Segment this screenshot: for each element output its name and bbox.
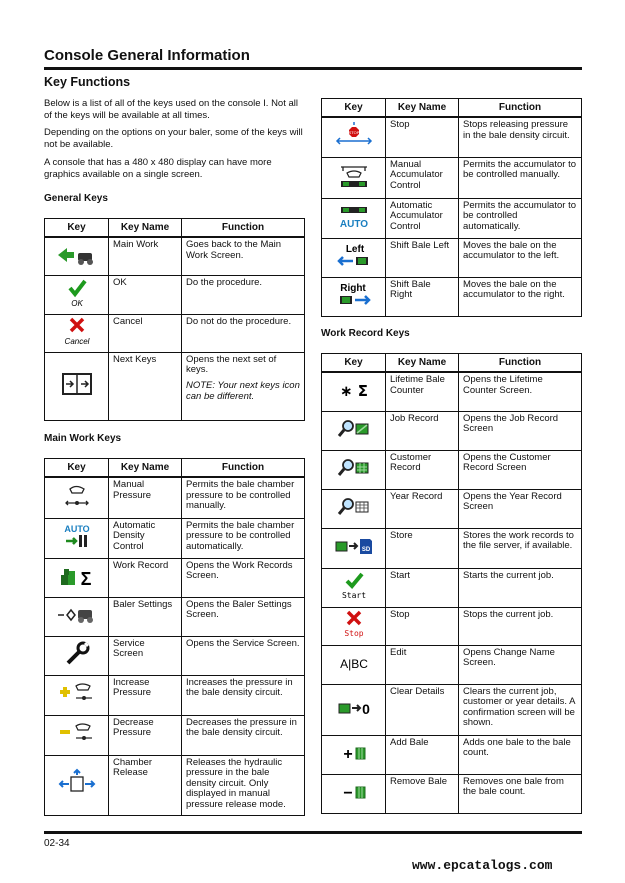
table-row [322, 774, 582, 813]
key-function: Moves the bale on the accumulator to the right. [459, 277, 582, 316]
increase-pressure-icon [54, 678, 100, 708]
table-row [45, 477, 305, 518]
col-key-name: Key Name [386, 99, 459, 118]
shift-left-icon [331, 241, 377, 271]
key-function: Decreases the pressure in the bale density circuit. [182, 715, 305, 755]
table-row [45, 636, 305, 675]
table-row [322, 450, 582, 489]
col-key-name: Key Name [109, 459, 182, 478]
key-function: Permits the accumulator to be controlled automatically. [459, 198, 582, 238]
key-name: Next Keys [109, 352, 182, 420]
key-name: Stop [386, 607, 459, 645]
stop-release-icon [331, 121, 377, 151]
table-row [45, 275, 305, 314]
note-prefix: NOTE: [186, 379, 216, 391]
intro-paragraph-2: Depending on the options on your baler, some of the keys will not be available. [44, 127, 303, 150]
work-record-keys-heading: Work Record Keys [321, 328, 410, 339]
key-name: Manual Pressure [109, 477, 182, 518]
start-icon-label: Start [341, 590, 366, 600]
decrease-pressure-icon [54, 718, 100, 748]
page-number: 02-34 [44, 838, 70, 849]
table-row [45, 675, 305, 715]
chamber-release-icon [54, 768, 100, 798]
add-bale-icon [331, 738, 377, 768]
intro-paragraph-3: A console that has a 480 x 480 display can have more graphics available on a single screen. [44, 157, 272, 180]
key-function: Opens the Service Screen. [182, 636, 305, 675]
note [186, 380, 300, 402]
next-keys-icon [54, 369, 100, 399]
table-row [322, 157, 582, 198]
footer-rule [44, 831, 582, 834]
key-name: Start [386, 568, 459, 607]
key-function: Opens the Job Record Screen [459, 411, 582, 450]
key-function: Opens the Work Records Screen. [182, 558, 305, 597]
table-row [45, 237, 305, 275]
col-function: Function [182, 459, 305, 478]
key-function: Opens the Baler Settings Screen. [182, 597, 305, 636]
work-record-icon [54, 561, 100, 591]
shift-left-icon-label: Left [345, 243, 364, 255]
key-name: Remove Bale [386, 774, 459, 813]
baler-settings-icon [54, 600, 100, 630]
key-function: Stops the current job. [459, 607, 582, 645]
col-function: Function [459, 354, 582, 373]
stop-icon-label: Stop [343, 629, 364, 639]
table-row [322, 117, 582, 157]
job-record-icon [331, 414, 377, 444]
key-function: Starts the current job. [459, 568, 582, 607]
key-function: Goes back to the Main Work Screen. [182, 237, 305, 275]
key-function: Increases the pressure in the bale density circuit. [182, 675, 305, 715]
edit-icon-label: A|BC [339, 656, 368, 671]
key-name: Service Screen [109, 636, 182, 675]
lifetime-counter-icon-label: ∗ Σ [339, 382, 368, 400]
key-name: Store [386, 528, 459, 568]
work-record-keys-table [321, 353, 582, 814]
table-row [45, 755, 305, 815]
shift-right-icon [331, 280, 377, 310]
general-keys-table [44, 218, 305, 421]
key-name: Add Bale [386, 735, 459, 774]
col-key: Key [45, 219, 109, 238]
key-name: Automatic Accumulator Control [386, 198, 459, 238]
key-name: Cancel [109, 314, 182, 352]
stop-icon [331, 609, 377, 639]
manual-pressure-icon [54, 481, 100, 511]
ok-icon-label: OK [70, 298, 83, 308]
key-function: Do the procedure. [182, 275, 305, 314]
key-function: Releases the hydraulic pressure in the bale density circuit. Only displayed in manual pressure release mode. [182, 755, 305, 815]
key-function: Permits the bale chamber pressure to be controlled manually. [182, 477, 305, 518]
manual-accumulator-icon [331, 161, 377, 191]
col-function: Function [182, 219, 305, 238]
clear-details-icon [331, 693, 377, 723]
year-record-icon [331, 492, 377, 522]
key-name: Stop [386, 117, 459, 157]
table-row [45, 518, 305, 558]
edit-icon [331, 648, 377, 678]
col-function: Function [459, 99, 582, 118]
key-name: Chamber Release [109, 755, 182, 815]
key-name: Edit [386, 645, 459, 684]
table-row [45, 314, 305, 352]
key-function: Clears the current job, customer or year details. A confirmation screen will be shown. [459, 684, 582, 735]
add-bale-icon-label: + [342, 745, 353, 763]
table-row [45, 558, 305, 597]
key-name: Job Record [386, 411, 459, 450]
key-function: Do not do the procedure. [182, 314, 305, 352]
table-row [45, 352, 305, 420]
key-name: OK [109, 275, 182, 314]
key-name: Lifetime Bale Counter [386, 372, 459, 411]
start-icon [331, 571, 377, 601]
main-work-keys-heading: Main Work Keys [44, 433, 122, 444]
key-name: Year Record [386, 489, 459, 528]
table-row [322, 607, 582, 645]
customer-record-icon [331, 453, 377, 483]
store-icon [331, 531, 377, 561]
key-function: Moves the bale on the accumulator to the left. [459, 238, 582, 277]
key-name: Customer Record [386, 450, 459, 489]
shift-right-icon-label: Right [339, 282, 366, 294]
table-row [322, 735, 582, 774]
key-function [182, 352, 305, 420]
table-row [322, 372, 582, 411]
remove-bale-icon-label: − [342, 784, 353, 802]
page-title: Console General Information [44, 47, 250, 64]
table-row [322, 238, 582, 277]
key-name: Decrease Pressure [109, 715, 182, 755]
cancel-icon [54, 316, 100, 346]
key-name: Increase Pressure [109, 675, 182, 715]
table-row [322, 684, 582, 735]
table-row [322, 489, 582, 528]
table-row [322, 411, 582, 450]
title-rule [44, 67, 582, 70]
table-row [322, 645, 582, 684]
table-row [45, 597, 305, 636]
col-key-name: Key Name [386, 354, 459, 373]
clear-details-icon-label: 0 [361, 700, 370, 717]
table-row [322, 198, 582, 238]
col-key: Key [322, 354, 386, 373]
note-text: Your next keys icon can be different. [186, 379, 300, 402]
key-function: Adds one bale to the bale count. [459, 735, 582, 774]
auto-accumulator-icon-label: AUTO [339, 219, 368, 231]
key-function: Opens the Customer Record Screen [459, 450, 582, 489]
key-function: Opens Change Name Screen. [459, 645, 582, 684]
auto-accumulator-icon [331, 201, 377, 231]
general-keys-heading: General Keys [44, 193, 108, 204]
table-row [322, 568, 582, 607]
col-key-name: Key Name [109, 219, 182, 238]
key-name: Main Work [109, 237, 182, 275]
store-icon-label: SD [361, 547, 370, 554]
main-work-keys-table [44, 458, 305, 816]
key-function: Stores the work records to the file server, if available. [459, 528, 582, 568]
auto-density-icon-label: AUTO [63, 524, 90, 535]
wrench-icon [54, 639, 100, 669]
accumulator-keys-table [321, 98, 582, 317]
stop-release-icon-label: STOP [348, 129, 359, 135]
key-name: Shift Bale Right [386, 277, 459, 316]
auto-density-icon [54, 521, 100, 551]
col-key: Key [45, 459, 109, 478]
table-row [45, 715, 305, 755]
cancel-icon-label: Cancel [64, 337, 89, 347]
section-title: Key Functions [44, 75, 131, 89]
table-row [322, 277, 582, 316]
key-function: Opens the Lifetime Counter Screen. [459, 372, 582, 411]
key-name: Manual Accumulator Control [386, 157, 459, 198]
remove-bale-icon [331, 777, 377, 807]
key-name: Shift Bale Left [386, 238, 459, 277]
key-name: Work Record [109, 558, 182, 597]
intro-paragraph-1: Below is a list of all of the keys used on the console I. Not all of the keys will be available at all times. [44, 98, 298, 121]
key-name: Clear Details [386, 684, 459, 735]
key-function-text: Opens the next set of keys. [186, 353, 277, 375]
ok-icon [54, 278, 100, 308]
col-key: Key [322, 99, 386, 118]
key-function: Removes one bale from the bale count. [459, 774, 582, 813]
lifetime-counter-icon [331, 375, 377, 405]
main-work-icon [54, 240, 100, 270]
key-function: Opens the Year Record Screen [459, 489, 582, 528]
watermark-url[interactable]: www.epcatalogs.com [412, 858, 553, 873]
key-function: Stops releasing pressure in the bale density circuit. [459, 117, 582, 157]
key-function: Permits the bale chamber pressure to be controlled automatically. [182, 518, 305, 558]
key-function: Permits the accumulator to be controlled manually. [459, 157, 582, 198]
work-record-icon-label: Σ [80, 568, 91, 589]
table-row [322, 528, 582, 568]
key-name: Automatic Density Control [109, 518, 182, 558]
key-name: Baler Settings [109, 597, 182, 636]
